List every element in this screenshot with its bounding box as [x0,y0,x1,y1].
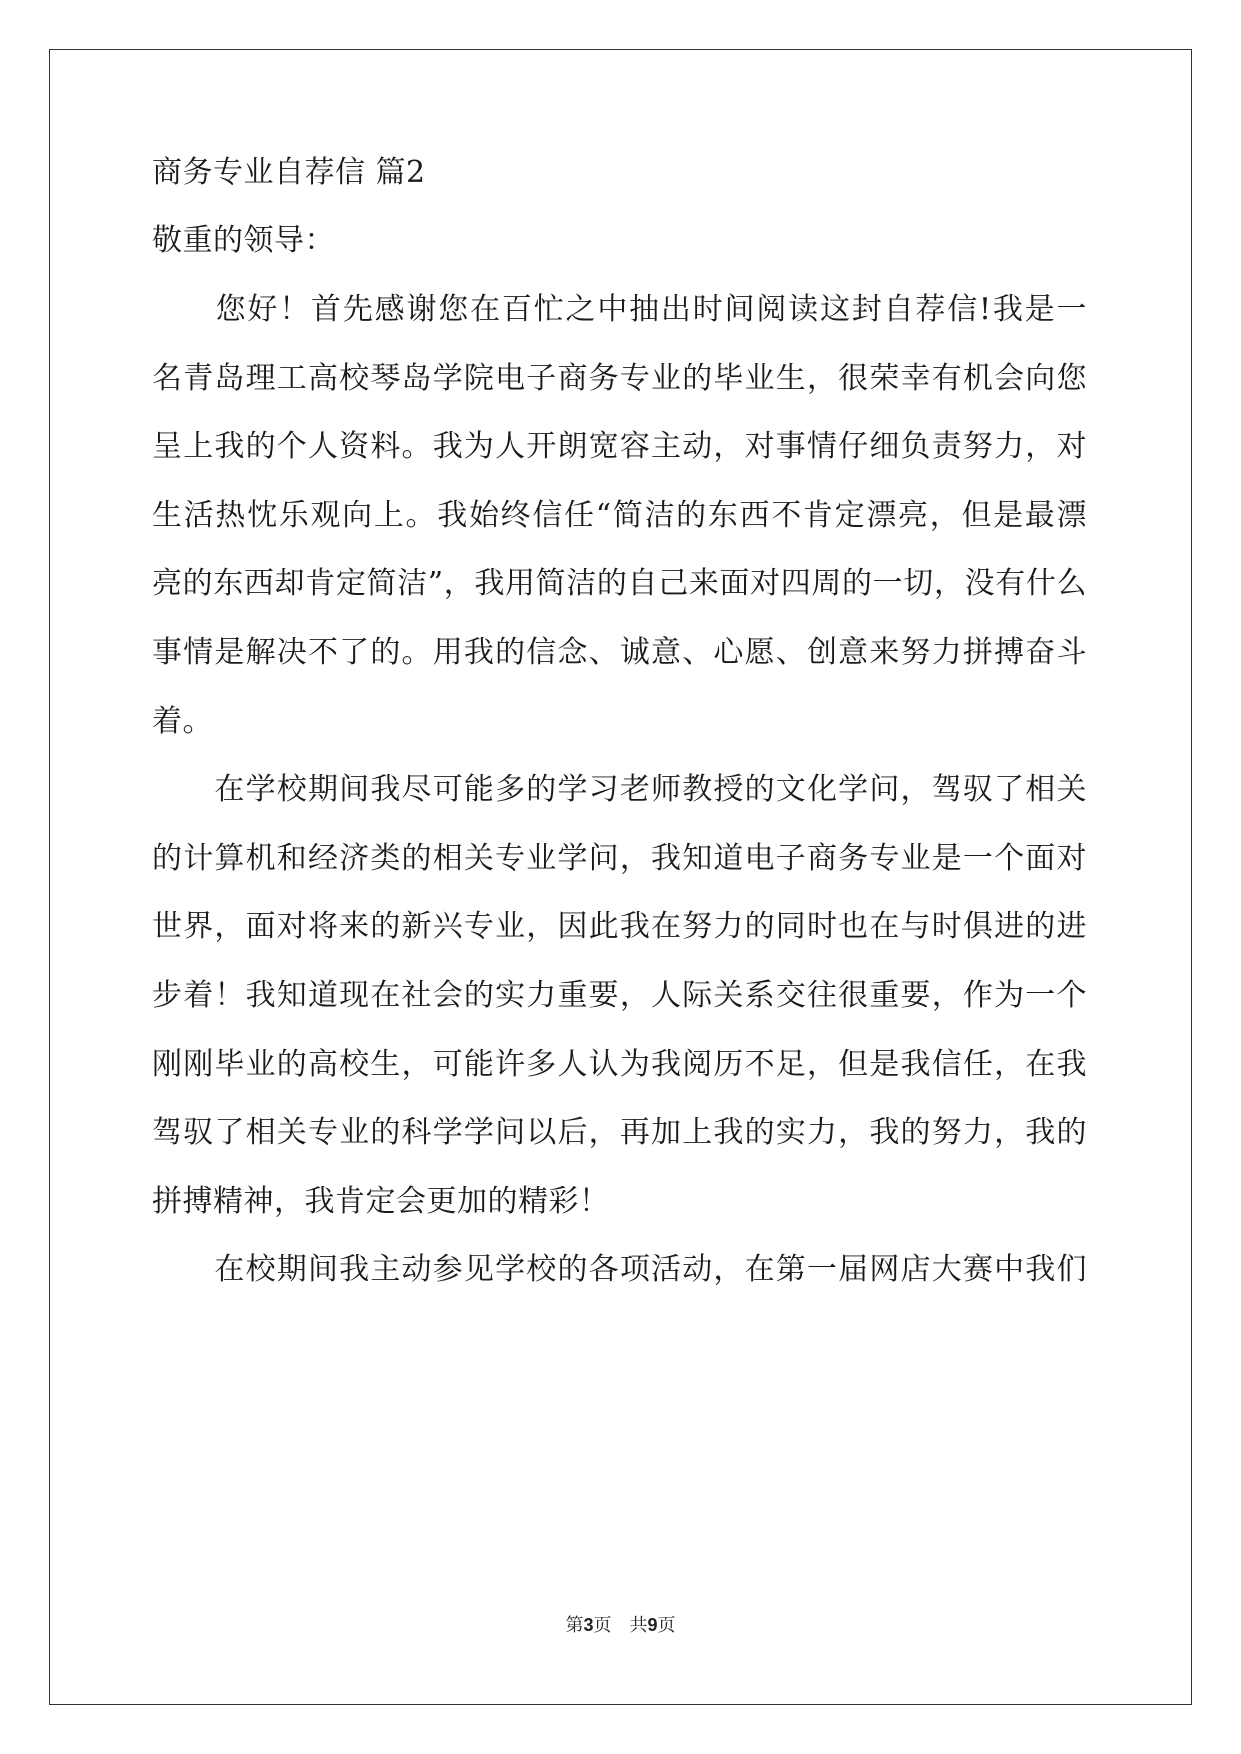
page-suffix: 页 [657,1615,676,1636]
paragraph-line: 您好！首先感谢您在百忙之中抽出时间阅读这封自荐信!我是一 [152,292,1087,327]
paragraph-line: 拼搏精神，我肯定会更加的精彩！ [152,1184,610,1219]
salutation: 敬重的领导： [152,223,335,258]
current-page-number: 3 [583,1615,594,1635]
paragraph-line: 呈上我的个人资料。我为人开朗宽容主动，对事情仔细负责努力，对 [152,429,1087,464]
paragraph-line: 着。 [152,704,213,739]
paragraph-line: 事情是解决不了的。用我的信念、诚意、心愿、创意来努力拼搏奋斗 [152,635,1087,670]
paragraph-line: 的计算机和经济类的相关专业学问，我知道电子商务专业是一个面对 [152,841,1087,876]
paragraph-line: 刚刚毕业的高校生，可能许多人认为我阅历不足，但是我信任，在我 [152,1047,1087,1082]
paragraph-line: 世界，面对将来的新兴专业，因此我在努力的同时也在与时俱进的进 [152,909,1087,944]
paragraph-line: 驾驭了相关专业的科学学问以后，再加上我的实力，我的努力，我的 [152,1115,1087,1150]
paragraph-line: 步着！我知道现在社会的实力重要，人际关系交往很重要，作为一个 [152,978,1087,1013]
page-mid: 页 共 [593,1615,648,1636]
paragraph-line: 生活热忱乐观向上。我始终信任“简洁的东西不肯定漂亮，但是最漂 [152,498,1087,533]
total-page-number: 9 [647,1615,658,1635]
page-footer [0,1613,1241,1638]
paragraph-line: 亮的东西却肯定简洁”，我用简洁的自己来面对四周的一切，没有什么 [152,566,1087,601]
paragraph-line: 名青岛理工高校琴岛学院电子商务专业的毕业生，很荣幸有机会向您 [152,361,1087,396]
paragraph-line: 在校期间我主动参见学校的各项活动，在第一届网店大赛中我们 [152,1252,1087,1287]
page-prefix: 第 [565,1615,584,1636]
paragraph-line: 在学校期间我尽可能多的学习老师教授的文化学问，驾驭了相关 [152,772,1087,807]
document-title: 商务专业自荐信 篇2 [152,155,426,190]
